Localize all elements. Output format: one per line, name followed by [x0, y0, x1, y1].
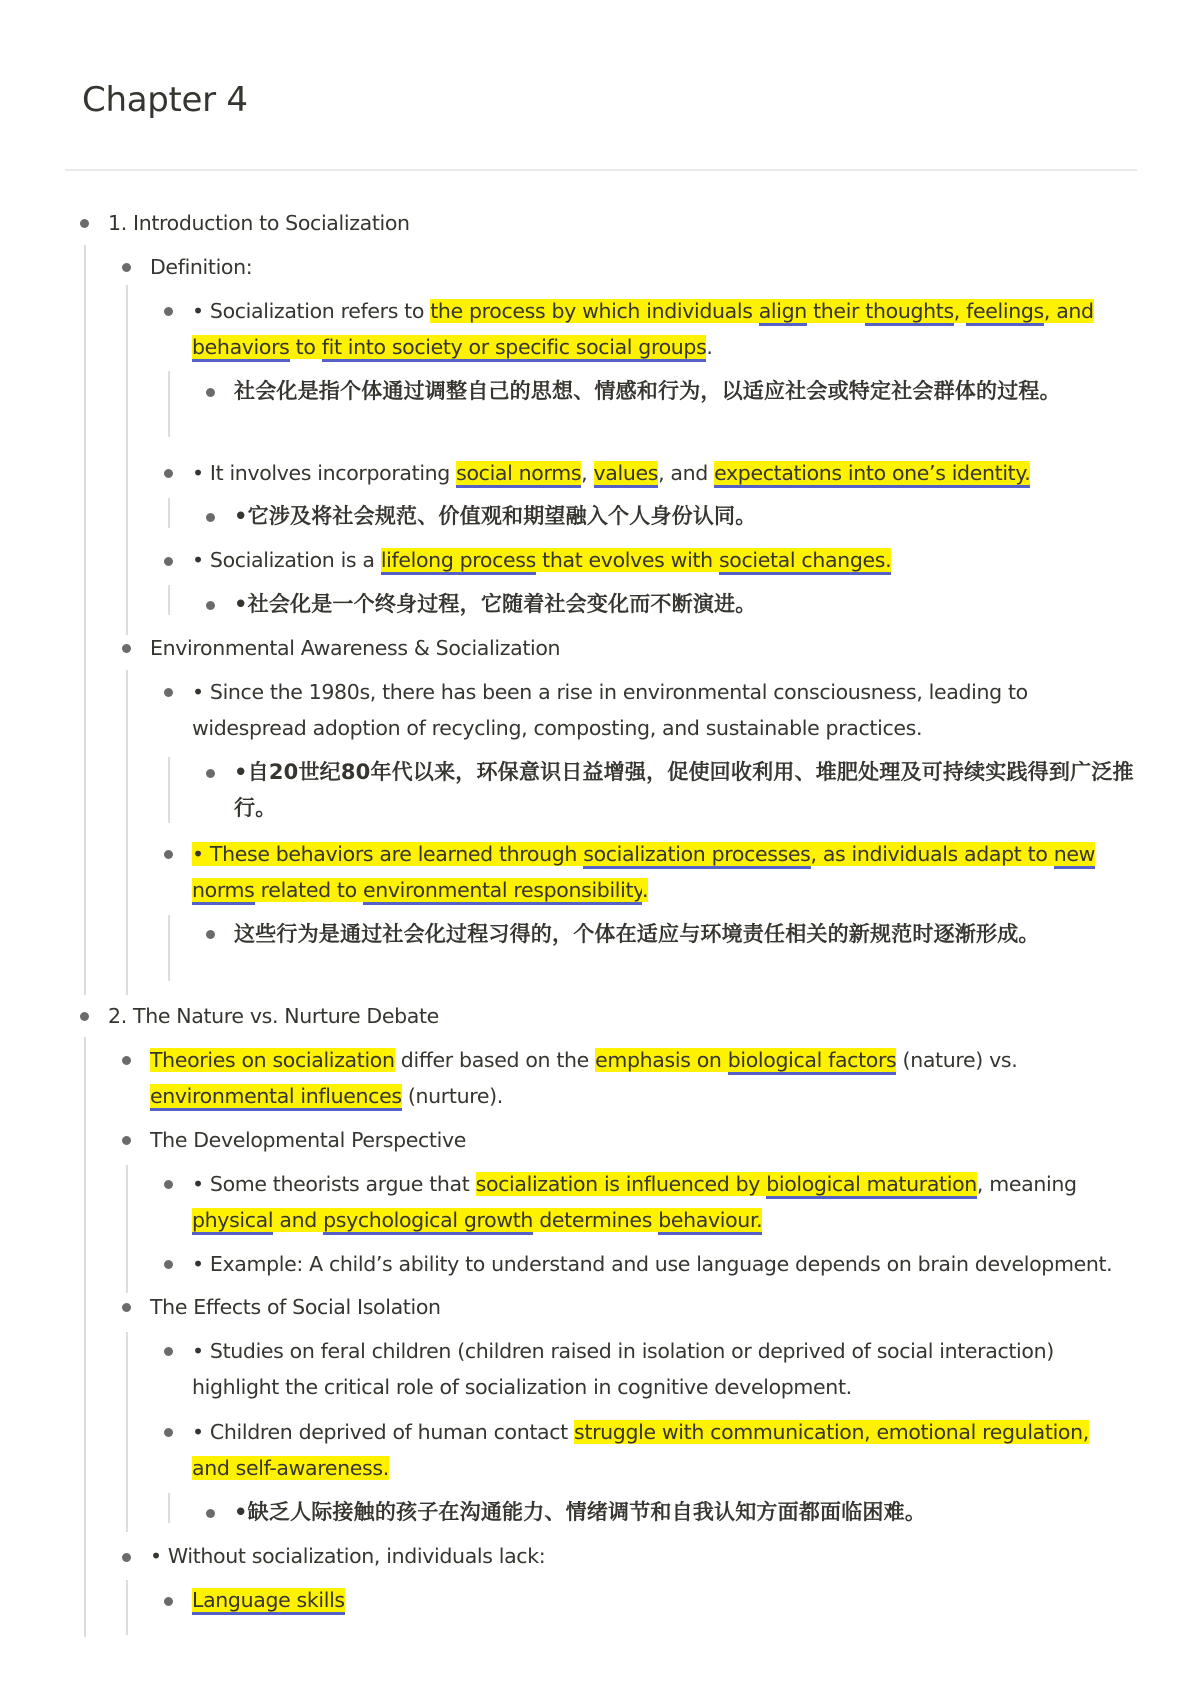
guide-line	[126, 1580, 128, 1635]
guide-line	[168, 498, 170, 528]
guide-line	[126, 670, 128, 995]
bullet	[206, 388, 215, 397]
nature-nurture-point: Theories on socialization differ based on the emphasis on biological factors (nature) vs. environmental influences (nurture).	[150, 1042, 1120, 1114]
bullet	[122, 263, 131, 272]
guide-line	[84, 245, 86, 995]
bullet	[164, 557, 173, 566]
translation-zh: •缺乏人际接触的孩子在沟通能力、情绪调节和自我认知方面都面临困难。	[234, 1500, 927, 1524]
translation-zh: •自20世纪80年代以来，环保意识日益增强，促使回收利用、堆肥处理及可持续实践得到广泛推行。	[234, 760, 1134, 820]
bullet	[164, 850, 173, 859]
without-label: • Without socialization, individuals lack:	[150, 1544, 546, 1568]
bullet	[80, 219, 89, 228]
isolation-point-1: • Studies on feral children (children raised in isolation or deprived of social interaction) highlight the critical role of socialization in cognitive development.	[192, 1339, 1054, 1399]
definition-point-3: • Socialization is a lifelong process that evolves with societal changes.	[192, 542, 1122, 578]
bullet	[164, 1347, 173, 1356]
env-point-2: • These behaviors are learned through socialization processes, as individuals adapt to new norms related to environmental responsibility.	[192, 836, 1122, 908]
bullet	[80, 1012, 89, 1021]
bullet	[206, 601, 215, 610]
isolation-label: The Effects of Social Isolation	[150, 1295, 441, 1319]
guide-line	[126, 285, 128, 635]
definition-point-1: • Socialization refers to the process by which individuals align their thoughts, feelings, and behaviors to fit into society or specific social groups.	[192, 293, 1122, 365]
bullet	[164, 1180, 173, 1189]
lack-item: Language skills	[192, 1582, 345, 1618]
dev-label: The Developmental Perspective	[150, 1128, 466, 1152]
env-label: Environmental Awareness & Socialization	[150, 636, 561, 660]
bullet	[164, 307, 173, 316]
dev-point-2: • Example: A child’s ability to understand and use language depends on brain development.	[192, 1252, 1113, 1276]
translation-zh: •社会化是一个终身过程，它随着社会变化而不断演进。	[234, 592, 757, 616]
section-heading: 1. Introduction to Socialization	[108, 211, 410, 235]
guide-line	[168, 585, 170, 615]
definition-point-2: • It involves incorporating social norms, values, and expectations into one’s identity.	[192, 455, 1122, 491]
guide-line	[126, 1332, 128, 1532]
bullet	[164, 1597, 173, 1606]
bullet	[206, 513, 215, 522]
translation-zh: •它涉及将社会规范、价值观和期望融入个人身份认同。	[234, 504, 757, 528]
translation-zh: 这些行为是通过社会化过程习得的，个体在适应与环境责任相关的新规范时逐渐形成。	[234, 922, 1040, 946]
bullet	[164, 469, 173, 478]
divider	[65, 169, 1137, 171]
page-title: Chapter 4	[82, 80, 248, 120]
env-point-1: • Since the 1980s, there has been a rise in environmental consciousness, leading to widespread adoption of recycling, composting, and sustainable practices.	[192, 680, 1028, 740]
bullet	[206, 930, 215, 939]
bullet	[164, 688, 173, 697]
bullet	[122, 1136, 131, 1145]
guide-line	[168, 915, 170, 981]
section-heading: 2. The Nature vs. Nurture Debate	[108, 1004, 439, 1028]
guide-line	[168, 1493, 170, 1523]
dev-point-1: • Some theorists argue that socialization is influenced by biological maturation, meaning physical and psychological growth determines behaviour.	[192, 1166, 1122, 1238]
bullet	[122, 1056, 131, 1065]
translation-zh: 社会化是指个体通过调整自己的思想、情感和行为，以适应社会或特定社会群体的过程。	[234, 379, 1061, 403]
bullet	[164, 1260, 173, 1269]
bullet	[122, 1553, 131, 1562]
bullet	[206, 1509, 215, 1518]
isolation-point-2: • Children deprived of human contact struggle with communication, emotional regulation, and self-awareness.	[192, 1420, 1089, 1480]
bullet	[164, 1428, 173, 1437]
guide-line	[126, 1165, 128, 1293]
definition-label: Definition:	[150, 255, 253, 279]
guide-line	[168, 371, 170, 437]
guide-line	[168, 757, 170, 823]
bullet	[122, 644, 131, 653]
guide-line	[84, 1037, 86, 1637]
bullet	[206, 769, 215, 778]
bullet	[122, 1303, 131, 1312]
